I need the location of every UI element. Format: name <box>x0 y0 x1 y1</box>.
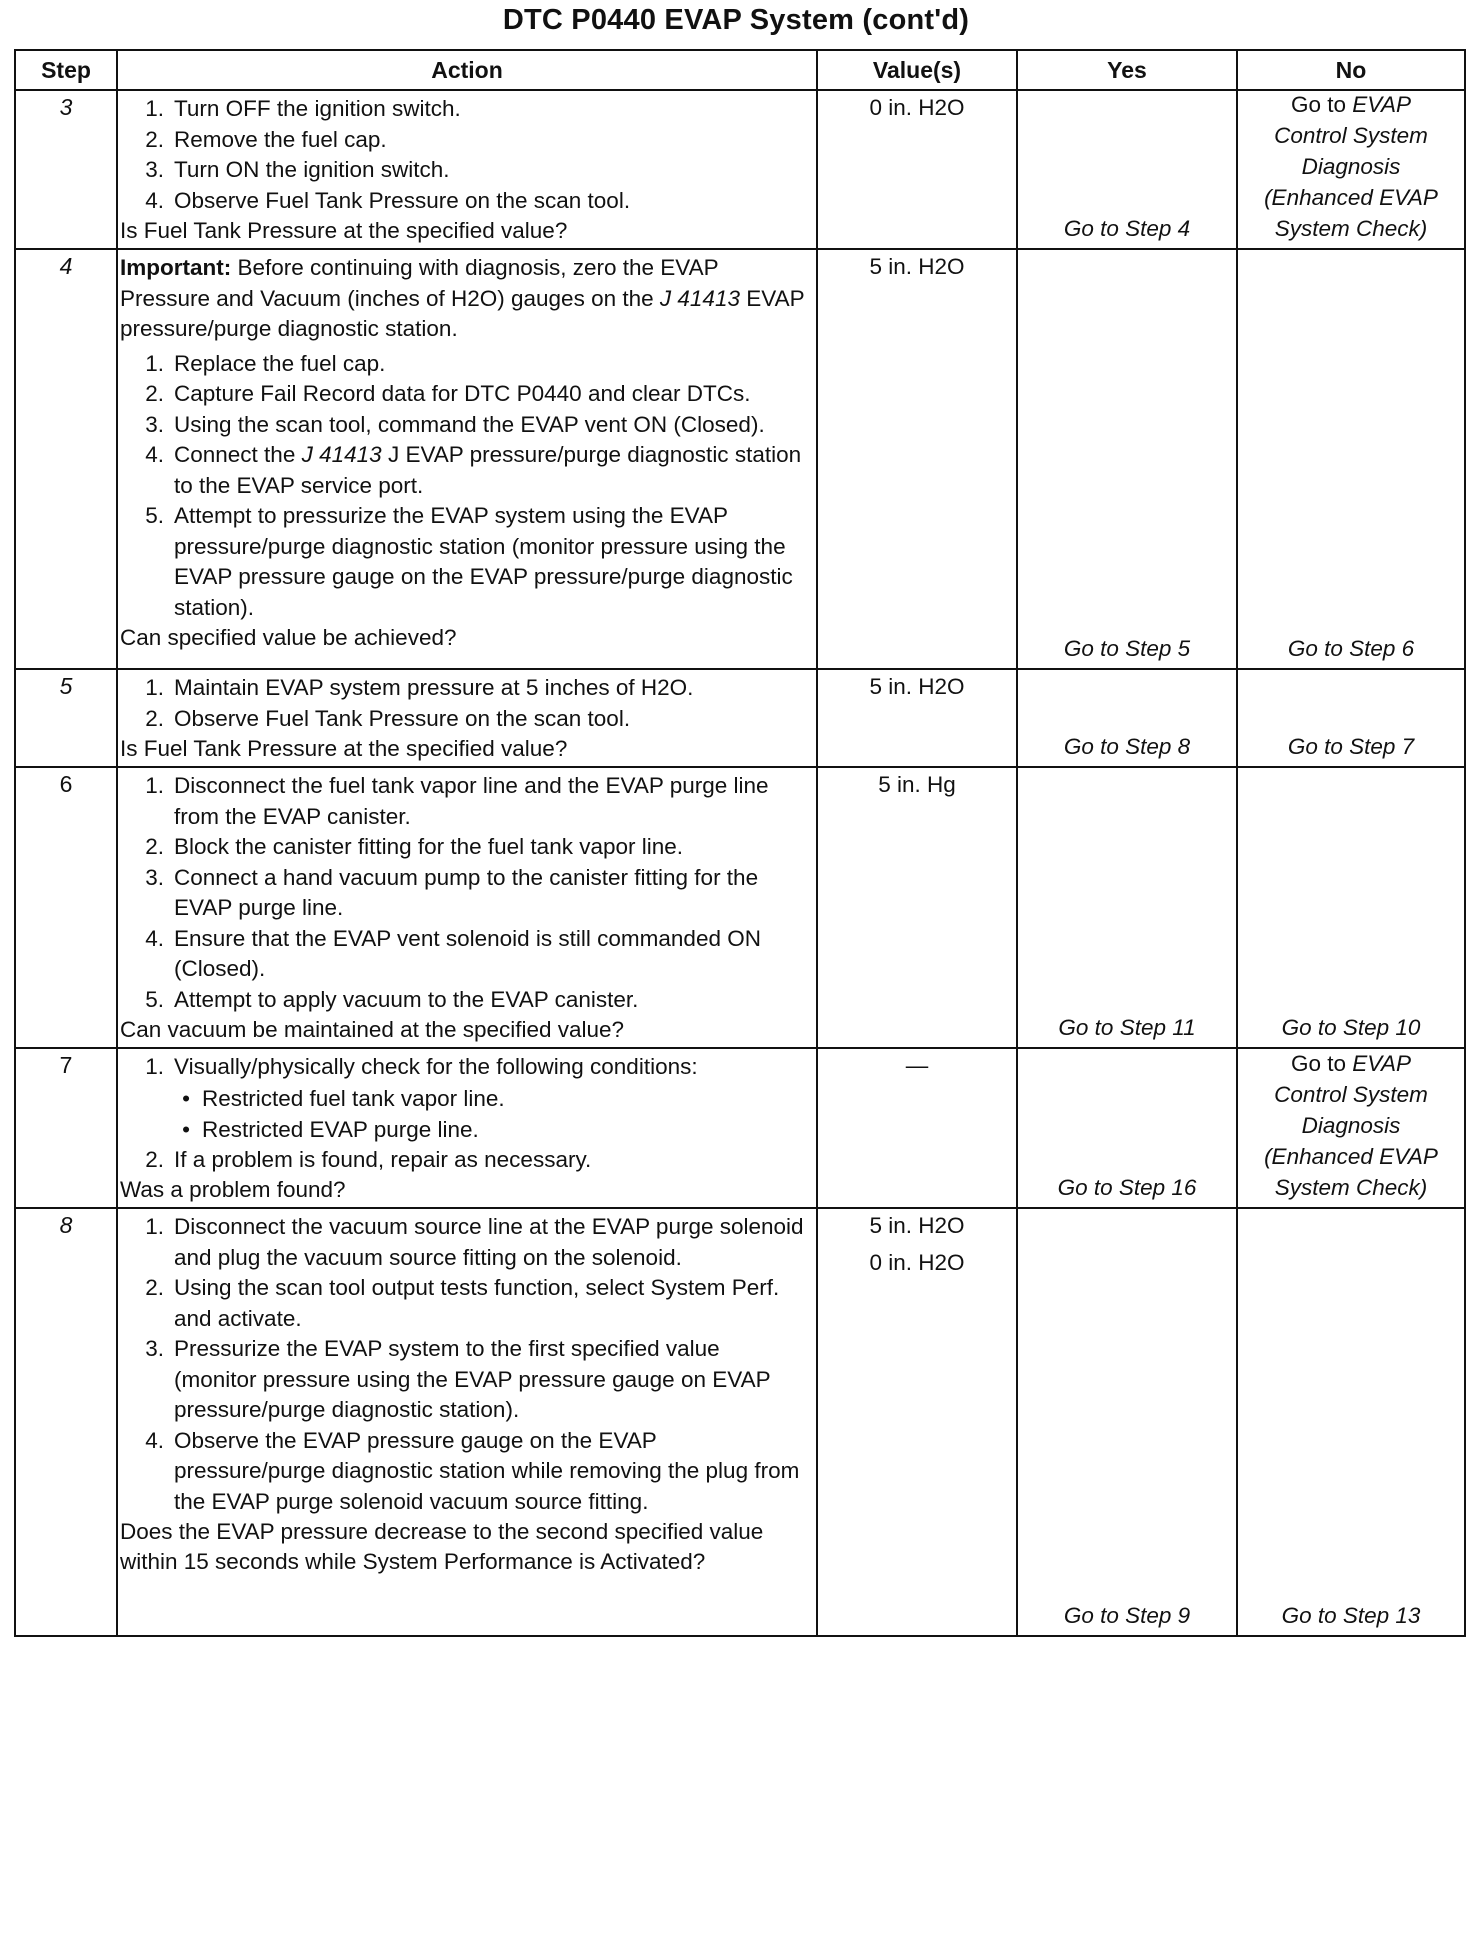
step-number: 8 <box>15 1208 117 1636</box>
action-step: 1. Maintain EVAP system pressure at 5 inches of H2O. <box>145 675 694 700</box>
action-step: 5. Attempt to apply vacuum to the EVAP canister. <box>145 986 639 1012</box>
goto-link: Go to Step 4 <box>1063 216 1191 241</box>
header-yes: Yes <box>1017 50 1237 90</box>
step-number: 7 <box>15 1048 117 1208</box>
important-note: Important: Before continuing with diagnosis, zero the EVAP Pressure and Vacuum (inches of H2O) gauges on the J 41413 EVAP pressure/purge diagnostic station. <box>120 255 805 341</box>
no-cell <box>1237 669 1465 767</box>
goto-link: Go to EVAP Control System Diagnosis (Enhanced EVAP System Check) <box>1264 92 1438 241</box>
bullet-item: • Restricted EVAP purge line. <box>182 1116 479 1142</box>
action-question: Is Fuel Tank Pressure at the specified value? <box>120 736 568 761</box>
action-cell <box>117 1048 817 1208</box>
action-step: 4. Connect the J 41413 J EVAP pressure/purge diagnostic station to the EVAP service port. <box>145 442 802 498</box>
value-cell: 5 in. H2O <box>817 249 1017 669</box>
action-cell <box>117 669 817 767</box>
action-cell <box>117 249 817 669</box>
yes-cell <box>1017 90 1237 249</box>
action-step: 3. Connect a hand vacuum pump to the canister fitting for the EVAP purge line. <box>145 864 759 920</box>
header-values: Value(s) <box>817 50 1017 90</box>
step-number: 6 <box>15 767 117 1048</box>
action-step: 2. If a problem is found, repair as necessary. <box>145 1146 592 1172</box>
action-step: 2. Remove the fuel cap. <box>145 126 387 152</box>
action-question: Does the EVAP pressure decrease to the second specified value within 15 seconds while System Performance is Activated? <box>120 1519 764 1574</box>
goto-link: Go to Step 5 <box>1063 636 1191 661</box>
action-step: 1. Replace the fuel cap. <box>145 350 386 376</box>
action-step: 1. Disconnect the fuel tank vapor line and the EVAP purge line from the EVAP canister. <box>145 773 769 829</box>
action-step: 2. Block the canister fitting for the fuel tank vapor line. <box>145 834 684 859</box>
step-number: 4 <box>15 249 117 669</box>
yes-cell <box>1017 767 1237 1048</box>
no-cell <box>1237 1208 1465 1636</box>
step-number: 5 <box>15 669 117 767</box>
value-cell: 5 in. H2O <box>817 669 1017 767</box>
table-row-step-3 <box>15 90 1465 249</box>
action-cell <box>117 1208 817 1636</box>
bullet-item: • Restricted fuel tank vapor line. <box>182 1085 505 1111</box>
value-dash: — <box>905 1053 929 1078</box>
action-step: 2. Capture Fail Record data for DTC P0440 and clear DTCs. <box>145 381 751 406</box>
action-step: 3. Using the scan tool, command the EVAP vent ON (Closed). <box>145 411 765 437</box>
action-step: 1. Visually/physically check for the following conditions: <box>145 1054 698 1079</box>
goto-link: Go to Step 16 <box>1057 1175 1197 1200</box>
diagnostic-table <box>14 49 1466 1637</box>
yes-cell <box>1017 249 1237 669</box>
header-action: Action <box>117 50 817 90</box>
goto-link: Go to Step 6 <box>1287 636 1415 661</box>
action-step: 1. Disconnect the vacuum source line at the EVAP purge solenoid and plug the vacuum source fitting on the solenoid. <box>145 1214 804 1270</box>
goto-link: Go to EVAP Control System Diagnosis (Enhanced EVAP System Check) <box>1264 1051 1438 1200</box>
table-row-step-7 <box>15 1048 1465 1208</box>
header-step: Step <box>15 50 117 90</box>
action-cell <box>117 90 817 249</box>
action-step: 4. Ensure that the EVAP vent solenoid is still commanded ON (Closed). <box>145 925 761 981</box>
action-question: Is Fuel Tank Pressure at the specified value? <box>120 218 568 243</box>
action-question: Was a problem found? <box>120 1177 346 1202</box>
value-cell: 0 in. H2O <box>817 90 1017 249</box>
no-cell <box>1237 767 1465 1048</box>
table-row-step-4 <box>15 249 1465 669</box>
goto-link: Go to Step 7 <box>1287 734 1415 759</box>
table-row-step-6 <box>15 767 1465 1048</box>
goto-link: Go to Step 9 <box>1063 1603 1191 1628</box>
yes-cell <box>1017 669 1237 767</box>
action-step: 3. Turn ON the ignition switch. <box>145 157 450 182</box>
action-step: 3. Pressurize the EVAP system to the first specified value (monitor pressure using the EVAP pressure gauge on EVAP pressure/purge diagnostic station). <box>145 1336 771 1422</box>
no-cell <box>1237 249 1465 669</box>
goto-link: Go to Step 8 <box>1063 734 1191 759</box>
table-row-step-8 <box>15 1208 1465 1636</box>
no-cell <box>1237 90 1465 249</box>
action-step: 4. Observe the EVAP pressure gauge on the EVAP pressure/purge diagnostic station while removing the plug from the EVAP purge solenoid vacuum source fitting. <box>145 1427 800 1514</box>
action-step: 1. Turn OFF the ignition switch. <box>145 96 461 121</box>
yes-cell <box>1017 1208 1237 1636</box>
no-cell <box>1237 1048 1465 1208</box>
action-question: Can specified value be achieved? <box>120 625 457 650</box>
value-cell: 5 in. Hg <box>817 767 1017 1048</box>
goto-link: Go to Step 13 <box>1281 1603 1421 1628</box>
step-number: 3 <box>15 90 117 249</box>
action-step: 5. Attempt to pressurize the EVAP system using the EVAP pressure/purge diagnostic station (monitor pressure using the EVAP pressure gauge on the EVAP pressure/purge diagnostic station). <box>145 503 793 620</box>
action-step: 4. Observe Fuel Tank Pressure on the scan tool. <box>145 187 631 213</box>
action-question: Can vacuum be maintained at the specified value? <box>120 1017 625 1042</box>
value-cell <box>817 1048 1017 1208</box>
table-row-step-5 <box>15 669 1465 767</box>
action-step: 2. Using the scan tool output tests function, select System Perf. and activate. <box>145 1275 780 1331</box>
goto-link: Go to Step 11 <box>1058 1015 1196 1040</box>
header-no: No <box>1237 50 1465 90</box>
value-cell: 5 in. H2O 0 in. H2O <box>817 1208 1017 1636</box>
goto-link: Go to Step 10 <box>1281 1015 1421 1040</box>
table-header-row <box>15 50 1465 90</box>
action-step: 2. Observe Fuel Tank Pressure on the scan tool. <box>145 705 631 731</box>
action-cell <box>117 767 817 1048</box>
page-title: DTC P0440 EVAP System (cont'd) <box>502 4 970 36</box>
yes-cell <box>1017 1048 1237 1208</box>
